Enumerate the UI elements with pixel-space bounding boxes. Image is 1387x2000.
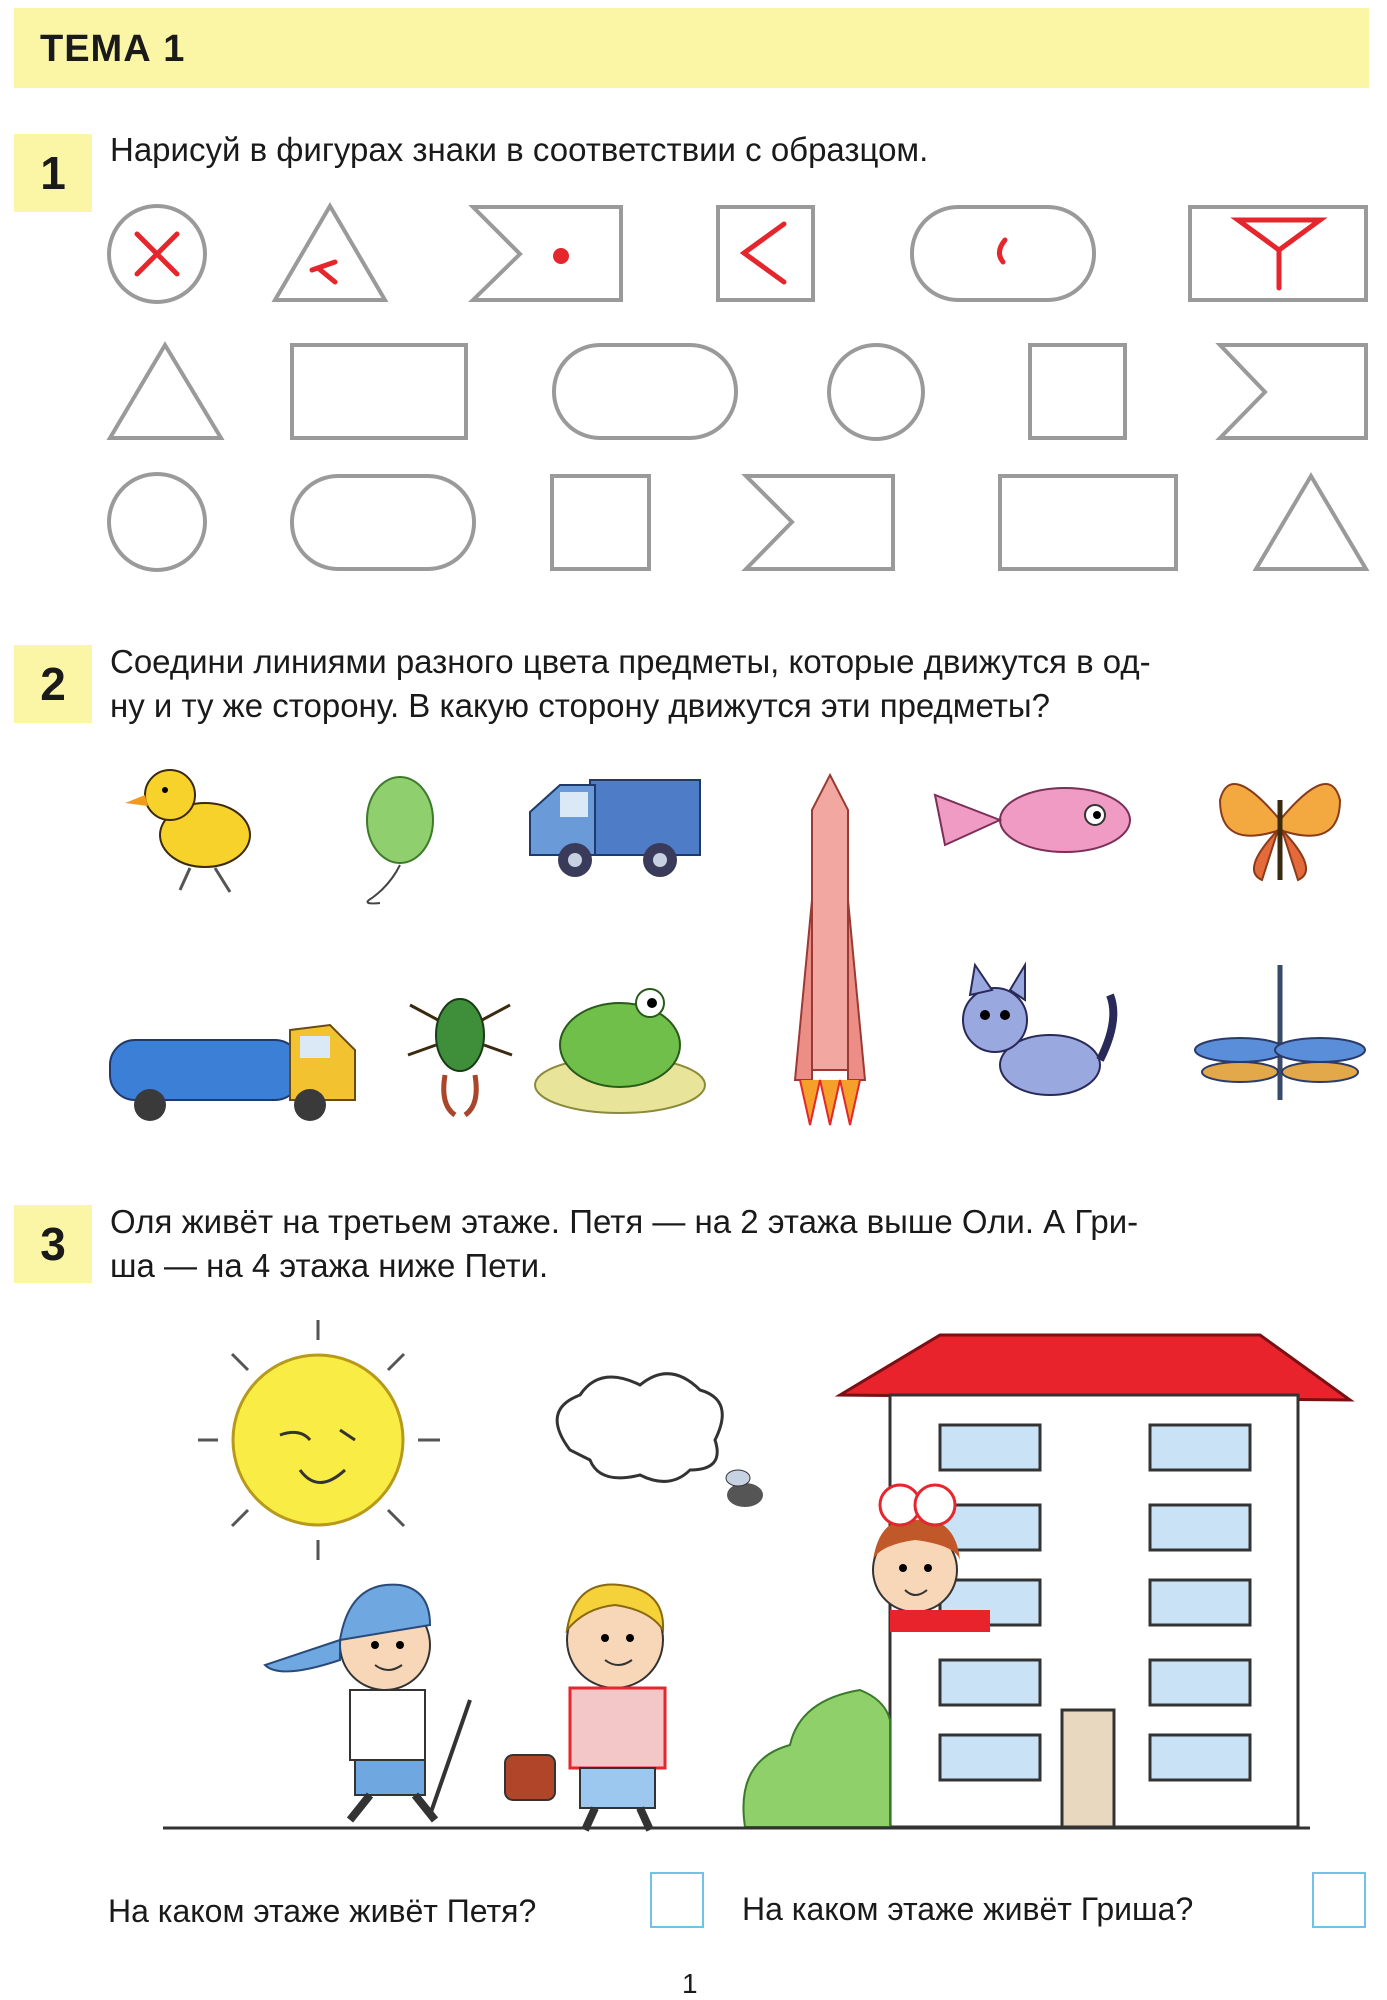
- task-2-instruction: Соедини линиями разного цвета предметы, которые движутся в од- ну и ту же сторону. В какую сторону движутся эти предметы?: [110, 643, 1151, 724]
- task-number-1: 1: [14, 134, 92, 212]
- topic-title: ТЕМА 1: [40, 28, 186, 70]
- boy-with-cap-picture: [265, 1585, 470, 1820]
- question-petya: На каком этаже живёт Петя?: [108, 1893, 537, 1929]
- cloud-picture: [557, 1374, 722, 1482]
- bush-picture: [743, 1690, 890, 1827]
- answer-box-grisha[interactable]: [1312, 1872, 1366, 1928]
- page-number: 1: [682, 1968, 698, 1999]
- task-number-3: 3: [14, 1205, 92, 1283]
- task-3-text: Оля живёт на третьем этаже. Петя — на 2 этажа выше Оли. А Гри- ша — на 4 этажа ниже Пети.: [110, 1203, 1139, 1284]
- question-grisha: На каком этаже живёт Гриша?: [742, 1891, 1194, 1927]
- sun-picture: [198, 1320, 440, 1560]
- fly-picture: [726, 1470, 763, 1507]
- task-1-instruction: Нарисуй в фигурах знаки в соответствии с образцом.: [110, 131, 929, 168]
- answer-box-petya[interactable]: [650, 1872, 704, 1928]
- task-number-2: 2: [14, 645, 92, 723]
- blond-boy-picture: [505, 1585, 665, 1830]
